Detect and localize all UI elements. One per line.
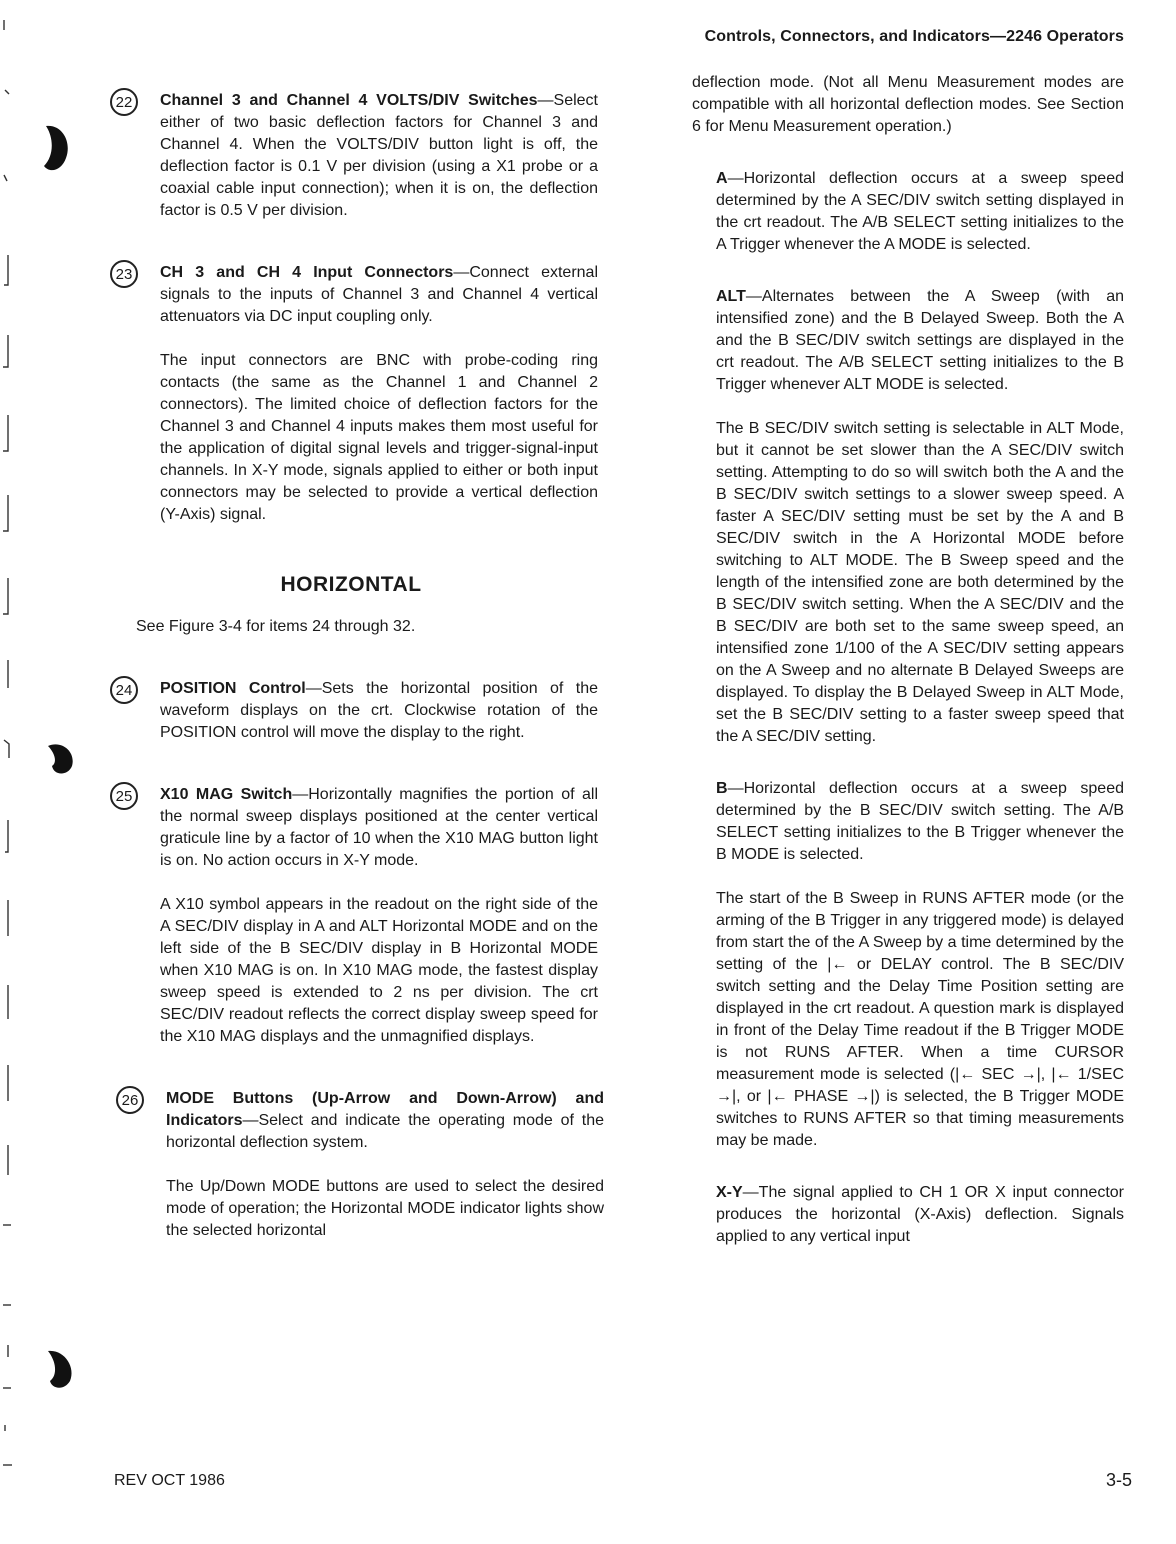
punch-hole-shadow-top (32, 118, 74, 176)
item-term: POSITION Control (160, 680, 306, 697)
mode-b (692, 778, 1124, 1152)
mode-paragraph: The B SEC/DIV switch setting is selectable in ALT Mode, but it cannot be set slower than the A SEC/DIV switch setting. Attempting to do so will switch both the A and the B SEC/DIV switch settings to a slower sweep speed. A faster A SEC/DIV setting must be set by the A and B SEC/DIV switch in the A Horizontal MODE before switching to ALT MODE. The B Sweep speed and the length of the intensified zone are both determined by the B SEC/DIV switch setting. When the A SEC/DIV and the B SEC/DIV are both set to the same sweep speed, an intensified zone 1/100 of the A SEC/DIV setting appears on the A Sweep and no alternate B Delayed Sweeps are displayed. To display the B Delayed Sweep in ALT Mode, set the B SEC/DIV setting to a faster sweep speed that the A SEC/DIV setting. (716, 420, 1124, 745)
item-number-badge: 26 (116, 1086, 144, 1114)
page-number: 3-5 (1105, 1470, 1132, 1490)
mode-text: —Alternates between the A Sweep (with an intensified zone) and the B Delayed Sweep. Both the A and the B SEC/DIV switch settings are displayed in the crt readout. The A/B SELECT setting initializes to the B Trigger whenever ALT MODE is selected. (716, 288, 1124, 393)
item-number-badge: 24 (110, 676, 138, 704)
punch-hole-shadow-middle (42, 738, 78, 778)
continued-paragraph: deflection mode. (Not all Menu Measurement modes are compatible with all horizontal deflection modes. See Section 6 for Menu Measurement operation.) (692, 74, 1124, 135)
item-term: CH 3 and CH 4 Input Connectors (160, 264, 454, 281)
mode-term: B (716, 780, 728, 797)
item-text: —Connect external signals to the inputs of Channel 3 and Channel 4 vertical attenuators via DC input coupling only. (160, 264, 599, 325)
mode-text: —The signal applied to CH 1 OR X input connector produces the horizontal (X-Axis) deflection. Signals applied to any vertical input (716, 1184, 1124, 1245)
item-22 (115, 90, 598, 222)
page-header: Controls, Connectors, and Indicators—2246 Operators (704, 28, 1124, 45)
revision-date: REV OCT 1986 (114, 1472, 225, 1489)
mode-term: ALT (716, 288, 746, 305)
item-26 (121, 1088, 604, 1242)
scan-edge-marks (0, 0, 24, 1544)
mode-text: —Horizontal deflection occurs at a sweep speed determined by the B SEC/DIV switch setting. The A/B SELECT setting initializes to the B Trigger whenever the B MODE is selected. (716, 780, 1124, 863)
right-column (692, 72, 1124, 1248)
punch-hole-shadow-bottom (40, 1345, 80, 1393)
horizontal-section (136, 572, 598, 638)
item-text: —Horizontally magnifies the portion of all the normal sweep displays positioned at the center vertical graticule line by a factor of 10 when the X10 MAG button light is on. No action occurs in X-Y mode. (160, 786, 598, 869)
mode-alt (692, 286, 1124, 748)
item-text: —Sets the horizontal position of the waveform displays on the crt. Clockwise rotation of the POSITION control will move the display to the right. (160, 680, 598, 741)
item-25 (115, 784, 598, 1048)
mode-term: A (716, 170, 728, 187)
item-text: —Select either of two basic deflection factors for Channel 3 and Channel 4. When the VOLTS/DIV button light is off, the deflection factor is 0.1 V per division (using a X1 probe or a coaxial cable input connection); when it is on, the deflection factor is 0.5 V per division. (160, 92, 598, 219)
item-paragraph: The input connectors are BNC with probe-coding ring contacts (the same as the Channel 1 and Channel 2 connectors). The limited choice of deflection factors for the Channel 3 and Channel 4 inputs makes them most useful for the application of digital signal levels and trigger-signal-input channels. In X-Y mode, signals applied to either or both input connectors may be selected to provide a vertical deflection (Y-Axis) signal. (160, 352, 598, 523)
item-term: Channel 3 and Channel 4 VOLTS/DIV Switches (160, 92, 538, 109)
item-number-badge: 23 (110, 260, 138, 288)
mode-paragraph: The start of the B Sweep in RUNS AFTER mode (or the arming of the B Trigger in any triggered mode) is delayed from start the of the A Sweep by a time determined by the setting of the |← or DELAY control. The B SEC/DIV switch setting and the Delay Time Position setting are displayed in the crt readout. A question mark is displayed in front of the Delay Time readout if the B Trigger MODE is not RUNS AFTER. When a time CURSOR measurement mode is selected (|← SEC →|, |← 1/SEC →|, or |← PHASE →|) is selected, the B Trigger MODE switches to RUNS AFTER so that timing measurements may be made. (716, 890, 1124, 1149)
item-text: —Select and indicate the operating mode of the horizontal deflection system. (166, 1112, 604, 1151)
mode-a (692, 168, 1124, 256)
item-paragraph: The Up/Down MODE buttons are used to select the desired mode of operation; the Horizontal MODE indicator lights show the selected horizontal (166, 1178, 604, 1239)
item-24 (115, 678, 598, 744)
figure-reference: See Figure 3-4 for items 24 through 32. (136, 618, 416, 635)
item-term: X10 MAG Switch (160, 786, 293, 803)
item-term: MODE Buttons (Up-Arrow and Down-Arrow) and Indicators (166, 1090, 604, 1129)
item-number-badge: 25 (110, 782, 138, 810)
mode-xy (692, 1182, 1124, 1248)
item-number-badge: 22 (110, 88, 138, 116)
item-paragraph: A X10 symbol appears in the readout on the right side of the A SEC/DIV display in A and ALT Horizontal MODE and on the left side of the B SEC/DIV display in B Horizontal MODE when X10 MAG is on. In X10 MAG mode, the fastest display sweep speed is extended to 2 ns per division. The crt SEC/DIV readout reflects the correct display sweep speed for the X10 MAG displays and the unmagnified displays. (160, 896, 598, 1045)
item-23 (115, 262, 599, 526)
mode-term: X-Y (716, 1184, 743, 1201)
mode-text: —Horizontal deflection occurs at a sweep speed determined by the A SEC/DIV switch setting displayed in the crt readout. The A/B SELECT setting initializes to the A Trigger whenever the A MODE is selected. (716, 170, 1124, 253)
section-heading: HORIZONTAL (280, 573, 422, 596)
left-column (115, 90, 604, 1242)
